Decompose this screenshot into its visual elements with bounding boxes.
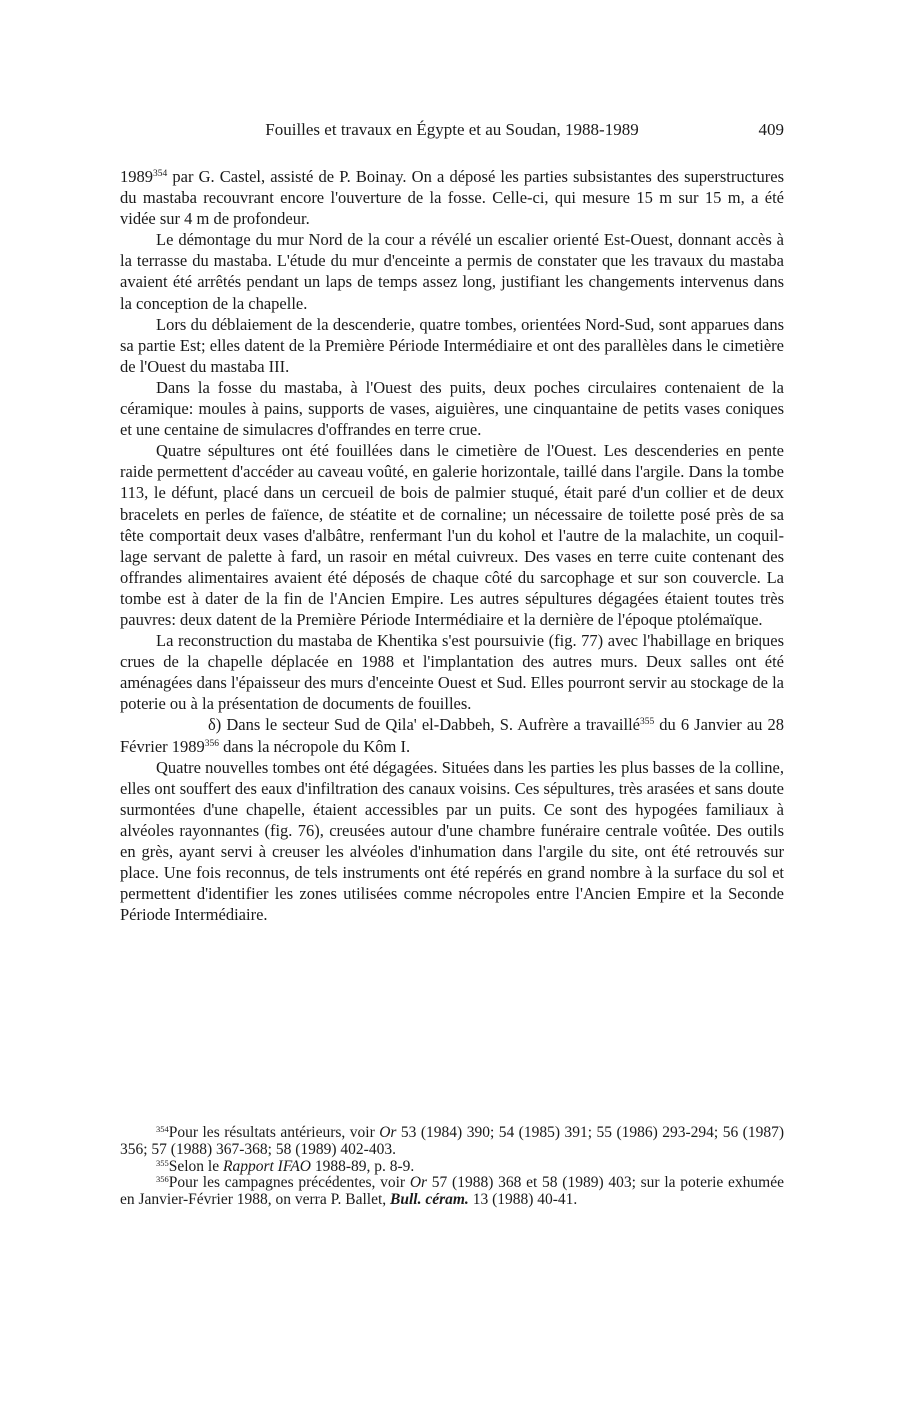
text-run: 1989 <box>120 167 153 186</box>
paragraph-5: Quatre sépultures ont été fouillées dans le cimetière de l'Ouest. Les descenderies en pente raide permettent d'accéder au caveau voûté, en galerie horizontale, taillé dans l'argile. Dans la tombe 113, le défunt, placé dans un cercueil de bois de palmier stuqué, était paré d'un collier et de deux bracelets en perles de faïence, de stéatite et de cornaline; un nécessaire de toilette posé près de sa tête comportait deux vases d'albâtre, renfermant l'un du kohol et l'autre de la malachite, un coquillage servant de palette à fard, un rasoir en métal cuivreux. Des vases en terre cuite contenant des offrandes alimentaires avaient été déposés de chaque côté du sarcophage et sur son couvercle. La tombe est à dater de la fin de l'Ancien Empire. Les autres sépultures dégagées étaient toutes très pauvres: deux datent de la Première Période Intermédiaire et la dernière de l'époque ptolémaïque. <box>120 441 784 629</box>
footnote-ref-356[interactable]: 356 <box>204 738 220 749</box>
bulletin-title: Bull. céram. <box>390 1191 469 1209</box>
paragraph-8: Quatre nouvelles tombes ont été dégagées. Situées dans les parties les plus basses de la colline, elles ont souffert des eaux d'infiltration des canaux voisins. Ces sépultures, très arasées et sans doute surmontées d'une chapelle, étaient accessibles par un puits. Ce sont des hypogées familiaux à alvéoles rayonnantes (fig. 76), creusées autour d'une chambre funéraire centrale voûtée. Des outils en grès, ayant servi à creuser les alvéoles d'inhumation dans l'argile du site, ont été retrouvés sur place. Une fois reconnus, de tels instruments ont été repérés en grand nombre à la surface du sol et permettent d'identifier les zones utilisées comme nécropoles entre l'Ancien Empire et la Seconde Période Intermédiaire. <box>120 757 784 925</box>
text-run: du 6 Janvier au 28 Février 1989 <box>120 715 784 756</box>
footnote-number: 355 <box>156 1157 169 1168</box>
text-run: 1988-89, p. 8-9. <box>310 1157 415 1175</box>
paragraph-6: La reconstruction du mastaba de Khentika s'est poursuivie (fig. 77) avec l'habillage en briques crues de la chapelle déplacée en 1988 et l'implantation des autres murs. Deux salles ont été aménagées dans l'épaisseur des murs d'enceinte Ouest et Sud. Elles pourront servir au stockage de la poterie ou à la présentation de documents de fouilles. <box>120 631 784 714</box>
text-run: 57 (1988) 368 et 58 (1989) 403; sur la poterie exhumée en Janvier-Février 1988, on verra P. Ballet, <box>120 1174 784 1209</box>
journal-abbrev: Or <box>379 1124 397 1141</box>
text-run: 53 (1984) 390; 54 (1985) 391; 55 (1986) 293-294; 56 (1987) 356; 57 (1988) 367-368; 58 (1989) 402-403. <box>120 1124 785 1158</box>
paragraph-4: Dans la fosse du mastaba, à l'Ouest des puits, deux poches circulaires contenaient de la céramique: moules à pains, supports de vases, aiguières, une cinquantaine de petits vases coniques et une centaine de simulacres d'offrandes en terre crue. <box>120 377 784 440</box>
footnote-ref-355[interactable]: 355 <box>639 717 655 728</box>
footnote-355 <box>120 1159 784 1176</box>
text-run: Selon le <box>168 1157 223 1175</box>
paragraph-3: Lors du déblaiement de la descenderie, quatre tombes, orientées Nord-Sud, sont apparues dans sa partie Est; elles datent de la Première Période Intermédiaire et ont des parallèles dans le cimetière de l'Ouest du mastaba III. <box>120 314 784 376</box>
footnote-ref-354[interactable]: 354 <box>153 169 168 179</box>
text-run: Pour les campagnes précédentes, voir <box>168 1174 410 1192</box>
footnote-354 <box>120 1125 784 1159</box>
paragraph-7 <box>120 714 784 756</box>
body-text <box>120 166 784 925</box>
report-title: Rapport IFAO <box>223 1157 311 1175</box>
footnote-number: 356 <box>156 1174 169 1185</box>
footnotes <box>120 1125 784 1209</box>
text-run: dans la nécropole du Kôm I. <box>219 736 411 756</box>
paragraph-2: Le démontage du mur Nord de la cour a révélé un escalier orienté Est-Ouest, donnant accès à la terrasse du mastaba. L'étude du mur d'enceinte a permis de constater que les travaux du mastaba avaient été arrêtés pendant un laps de temps assez long, justifiant les changements intervenus dans la conception de la chapelle. <box>120 230 784 313</box>
text-run: 13 (1988) 40-41. <box>468 1191 578 1209</box>
journal-abbrev: Or <box>409 1174 428 1192</box>
running-title: Fouilles et travaux en Égypte et au Soudan, 1988-1989 <box>265 120 639 139</box>
footnote-356 <box>120 1175 784 1209</box>
paragraph-1 <box>120 166 784 229</box>
footnote-number: 354 <box>156 1124 169 1134</box>
text-run: par G. Castel, assisté de P. Boinay. On a déposé les parties subsistantes des superstructures du mastaba recouvrant encore l'ouverture de la fosse. Celle-ci, qui mesure 15 m sur 15 m, a été vidée sur 4 m de profondeur. <box>120 167 784 229</box>
text-run: δ) Dans le secteur Sud de Qila' el-Dabbeh, S. Aufrère a travaillé <box>208 715 640 735</box>
page-number: 409 <box>758 120 784 139</box>
text-run: Pour les résultats antérieurs, voir <box>168 1124 380 1141</box>
